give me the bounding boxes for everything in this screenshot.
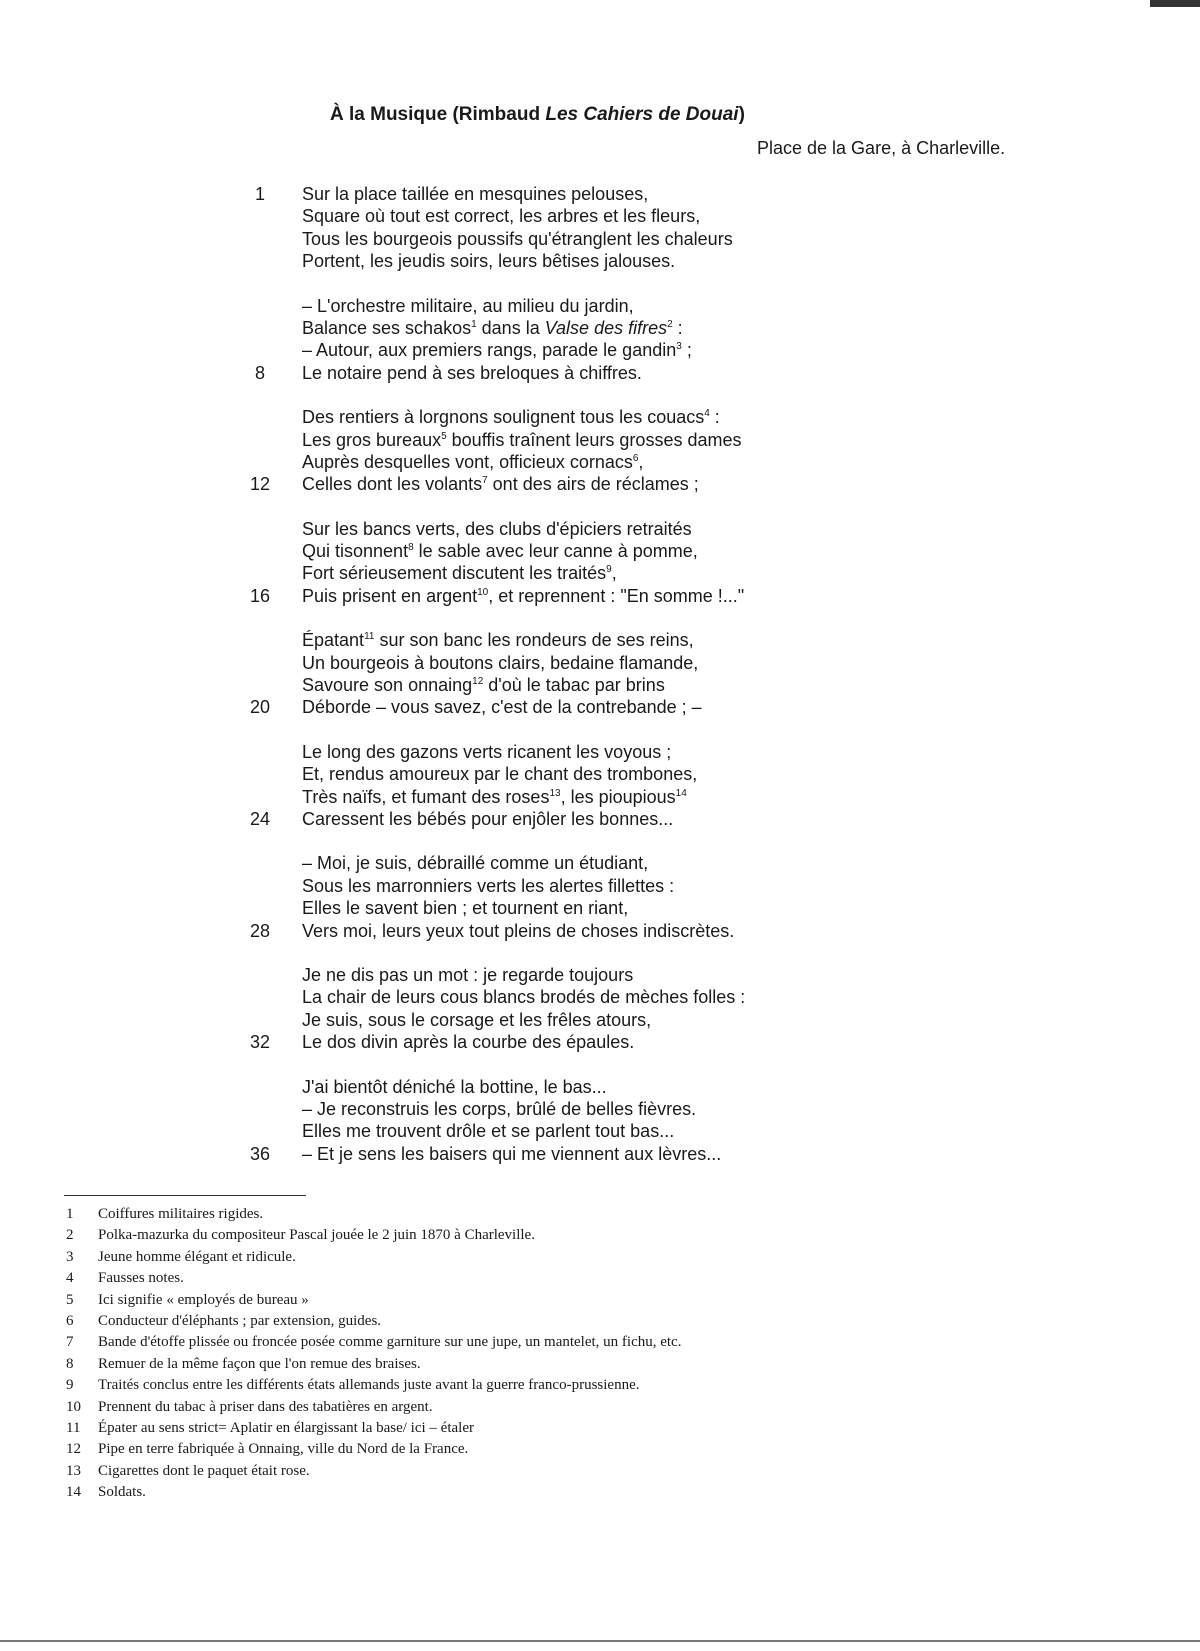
footnote-reference: 7 bbox=[482, 475, 488, 487]
poem-line bbox=[0, 562, 1200, 584]
footnote bbox=[0, 1225, 1200, 1246]
stanza bbox=[0, 964, 1200, 1054]
poem-line bbox=[0, 629, 1200, 651]
poem-line bbox=[0, 406, 1200, 428]
footnote-number: 6 bbox=[66, 1312, 74, 1329]
poem-line bbox=[0, 1120, 1200, 1142]
footnote-reference: 14 bbox=[675, 787, 687, 799]
line-number: 1 bbox=[254, 184, 265, 204]
text-segment: Déborde – vous savez, c'est de la contrebande ; – bbox=[302, 697, 702, 718]
footnote-number: 9 bbox=[66, 1377, 74, 1394]
footnote-number: 3 bbox=[66, 1248, 74, 1265]
stanza bbox=[0, 406, 1200, 496]
title-prefix: À la Musique (Rimbaud bbox=[330, 104, 546, 125]
footnote-number: 7 bbox=[66, 1334, 74, 1351]
line-text bbox=[302, 250, 675, 272]
line-text bbox=[302, 339, 692, 361]
poem-line bbox=[0, 339, 1200, 361]
text-segment: , bbox=[638, 451, 644, 472]
footnote-text: Traités conclus entre les différents états allemands juste avant la guerre franco-prussienne. bbox=[98, 1377, 640, 1394]
poem-line bbox=[0, 1009, 1200, 1031]
poem-line bbox=[0, 205, 1200, 227]
line-text bbox=[302, 317, 683, 339]
stanza bbox=[0, 629, 1200, 719]
text-segment: le sable avec leur canne à pomme, bbox=[413, 541, 698, 562]
footnote-text: Bande d'étoffe plissée ou froncée posée comme garniture sur une jupe, un mantelet, un fichu, etc. bbox=[98, 1334, 682, 1351]
text-segment: J'ai bientôt déniché la bottine, le bas... bbox=[302, 1076, 607, 1097]
line-text bbox=[302, 406, 720, 428]
text-segment: Elles le savent bien ; et tournent en riant, bbox=[302, 898, 629, 919]
text-segment: ont des airs de réclames ; bbox=[487, 474, 699, 495]
text-segment: d'où le tabac par brins bbox=[483, 675, 665, 696]
line-text bbox=[302, 875, 674, 897]
stanza bbox=[0, 852, 1200, 942]
text-segment: Tous les bourgeois poussifs qu'étranglent les chaleurs bbox=[302, 228, 733, 249]
stanza bbox=[0, 295, 1200, 385]
line-text bbox=[302, 295, 634, 317]
footnote-text: Fausses notes. bbox=[98, 1270, 184, 1287]
poem-line bbox=[0, 808, 1200, 830]
text-segment: Puis prisent en argent bbox=[302, 585, 478, 606]
footnote-text: Ici signifie « employés de bureau » bbox=[98, 1291, 309, 1308]
footnote bbox=[0, 1354, 1200, 1375]
text-segment: – Moi, je suis, débraillé comme un étudiant, bbox=[302, 853, 649, 874]
stanza bbox=[0, 1076, 1200, 1166]
footnote-text: Prennent du tabac à priser dans des tabatières en argent. bbox=[98, 1398, 433, 1415]
footnote bbox=[0, 1461, 1200, 1482]
poem-line bbox=[0, 1143, 1200, 1165]
text-segment: Vers moi, leurs yeux tout pleins de choses indiscrètes. bbox=[302, 920, 735, 941]
text-segment: , les pioupious bbox=[560, 786, 676, 807]
line-number: 32 bbox=[249, 1032, 271, 1053]
line-text bbox=[302, 540, 698, 562]
text-segment: Portent, les jeudis soirs, leurs bêtises jalouses. bbox=[302, 251, 676, 272]
stanza bbox=[0, 741, 1200, 831]
poem-line bbox=[0, 920, 1200, 942]
footnote bbox=[0, 1375, 1200, 1396]
poem-line bbox=[0, 674, 1200, 696]
poem-line bbox=[0, 652, 1200, 674]
line-text bbox=[302, 674, 665, 696]
poem-line bbox=[0, 986, 1200, 1008]
text-segment: – Et je sens les baisers qui me viennent aux lèvres... bbox=[302, 1143, 722, 1164]
text-segment: Le notaire pend à ses breloques à chiffres. bbox=[302, 362, 642, 383]
text-segment: Celles dont les volants bbox=[302, 474, 483, 495]
poem-line bbox=[0, 317, 1200, 339]
line-text bbox=[302, 1009, 651, 1031]
footnote-reference: 4 bbox=[704, 408, 710, 420]
footnote-text: Cigarettes dont le paquet était rose. bbox=[98, 1462, 310, 1479]
line-number: 20 bbox=[249, 697, 271, 718]
text-segment: , et reprennent : "En somme !..." bbox=[488, 585, 745, 606]
line-text bbox=[302, 897, 628, 919]
text-segment: Et, rendus amoureux par le chant des trombones, bbox=[302, 764, 698, 785]
poem-line bbox=[0, 1098, 1200, 1120]
poem-line bbox=[0, 429, 1200, 451]
italic-title: Valse des fifres bbox=[544, 317, 668, 338]
line-text bbox=[302, 429, 741, 451]
footnote-number: 5 bbox=[66, 1291, 74, 1308]
text-segment: Les gros bureaux bbox=[302, 429, 442, 450]
text-segment: Épatant bbox=[302, 630, 365, 651]
footnotes-list bbox=[0, 1204, 1200, 1503]
text-segment: Sur les bancs verts, des clubs d'épiciers retraités bbox=[302, 518, 692, 539]
footnote-number: 4 bbox=[66, 1270, 74, 1287]
footnote-reference: 13 bbox=[549, 787, 561, 799]
text-segment: bouffis traînent leurs grosses dames bbox=[446, 429, 742, 450]
text-segment: Sur la place taillée en mesquines pelouses, bbox=[302, 184, 649, 204]
footnote-reference: 10 bbox=[477, 586, 489, 598]
poem-line bbox=[0, 875, 1200, 897]
line-text bbox=[302, 629, 694, 651]
footnote-text: Soldats. bbox=[98, 1484, 146, 1501]
footnote-number: 8 bbox=[66, 1355, 74, 1372]
line-text bbox=[302, 362, 642, 384]
footnote bbox=[0, 1311, 1200, 1332]
line-number: 24 bbox=[249, 808, 271, 829]
footnote-text: Coiffures militaires rigides. bbox=[98, 1206, 264, 1222]
line-text bbox=[302, 473, 699, 495]
line-text bbox=[302, 183, 648, 205]
poem-line bbox=[0, 696, 1200, 718]
poem-line bbox=[0, 852, 1200, 874]
poem-line bbox=[0, 964, 1200, 986]
line-text bbox=[302, 585, 744, 607]
line-text bbox=[302, 518, 692, 540]
line-text bbox=[302, 652, 698, 674]
text-segment: Savoure son onnaing bbox=[302, 675, 473, 696]
stanza bbox=[0, 518, 1200, 608]
poem-line bbox=[0, 451, 1200, 473]
text-segment: Caressent les bébés pour enjôler les bonnes... bbox=[302, 808, 674, 829]
scan-bottom-edge bbox=[0, 1640, 1200, 1642]
text-segment: ; bbox=[681, 340, 692, 361]
line-text bbox=[302, 808, 673, 830]
line-text bbox=[302, 741, 671, 763]
footnote bbox=[0, 1290, 1200, 1311]
text-segment: , bbox=[611, 563, 617, 584]
line-text bbox=[302, 786, 687, 808]
text-segment: Je ne dis pas un mot : je regarde toujours bbox=[302, 964, 634, 985]
poem-title bbox=[330, 104, 745, 126]
footnote-number: 13 bbox=[66, 1462, 81, 1479]
poem-line bbox=[0, 763, 1200, 785]
footnote-reference: 3 bbox=[676, 341, 682, 353]
footnote-text: Conducteur d'éléphants ; par extension, guides. bbox=[98, 1312, 382, 1329]
line-text bbox=[302, 920, 734, 942]
text-segment: – Je reconstruis les corps, brûlé de belles fièvres. bbox=[302, 1098, 697, 1119]
footnote-number: 2 bbox=[66, 1227, 74, 1244]
footnote bbox=[0, 1418, 1200, 1439]
line-number: 8 bbox=[254, 362, 265, 383]
poem-line bbox=[0, 250, 1200, 272]
poem-line bbox=[0, 518, 1200, 540]
poem-line bbox=[0, 228, 1200, 250]
poem-line bbox=[0, 540, 1200, 562]
footnote-reference: 1 bbox=[471, 318, 477, 330]
stanza bbox=[0, 183, 1200, 273]
footnote-text: Épater au sens strict= Aplatir en élargissant la base/ ici – étaler bbox=[98, 1419, 474, 1436]
poem-line bbox=[0, 786, 1200, 808]
footnote bbox=[0, 1397, 1200, 1418]
poem-line bbox=[0, 183, 1200, 205]
footnote-text: Remuer de la même façon que l'on remue des braises. bbox=[98, 1355, 421, 1372]
line-text bbox=[302, 852, 648, 874]
text-segment: – Autour, aux premiers rangs, parade le gandin bbox=[302, 340, 677, 361]
text-segment: La chair de leurs cous blancs brodés de mèches folles : bbox=[302, 987, 746, 1008]
footnote-number: 14 bbox=[66, 1484, 81, 1501]
line-text bbox=[302, 1143, 721, 1165]
text-segment: Le long des gazons verts ricanent les voyous ; bbox=[302, 741, 672, 762]
footnote-reference: 11 bbox=[364, 631, 375, 643]
poem-line bbox=[0, 741, 1200, 763]
text-segment: Qui tisonnent bbox=[302, 541, 409, 562]
footnote-text: Polka-mazurka du compositeur Pascal jouée le 2 juin 1870 à Charleville. bbox=[98, 1227, 535, 1244]
footnote-reference: 2 bbox=[667, 318, 673, 330]
text-segment: Des rentiers à lorgnons soulignent tous les couacs bbox=[302, 407, 705, 428]
text-segment: Je suis, sous le corsage et les frêles atours, bbox=[302, 1009, 652, 1030]
line-text bbox=[302, 964, 633, 986]
text-segment: : bbox=[709, 407, 720, 428]
poem-line bbox=[0, 897, 1200, 919]
line-text bbox=[302, 562, 617, 584]
poem-line bbox=[0, 295, 1200, 317]
poem-line bbox=[0, 1031, 1200, 1053]
footnote-number: 10 bbox=[66, 1398, 81, 1415]
footnote-number: 12 bbox=[66, 1441, 81, 1458]
title-suffix: ) bbox=[738, 104, 745, 125]
footnote-number: 1 bbox=[66, 1206, 74, 1222]
text-segment: Le dos divin après la courbe des épaules. bbox=[302, 1032, 635, 1053]
footnote-reference: 5 bbox=[441, 430, 447, 442]
line-number: 16 bbox=[249, 585, 271, 606]
text-segment: dans la bbox=[476, 317, 545, 338]
line-text bbox=[302, 696, 702, 718]
footnote bbox=[0, 1247, 1200, 1268]
line-text bbox=[302, 205, 700, 227]
line-text bbox=[302, 1076, 607, 1098]
line-text bbox=[302, 1120, 674, 1142]
footnote bbox=[0, 1439, 1200, 1460]
line-number: 12 bbox=[249, 474, 271, 495]
text-segment: Square où tout est correct, les arbres et les fleurs, bbox=[302, 206, 701, 227]
line-text bbox=[302, 228, 733, 250]
poem-line bbox=[0, 585, 1200, 607]
footnote bbox=[0, 1268, 1200, 1289]
text-segment: – L'orchestre militaire, au milieu du jardin, bbox=[302, 295, 634, 316]
footnote-number: 11 bbox=[66, 1419, 81, 1436]
poem-body bbox=[0, 183, 1200, 1187]
text-segment: Fort sérieusement discutent les traités bbox=[302, 563, 607, 584]
line-text bbox=[302, 1098, 696, 1120]
footnote-text: Pipe en terre fabriquée à Onnaing, ville du Nord de la France. bbox=[98, 1441, 469, 1458]
line-text bbox=[302, 1031, 634, 1053]
footnote bbox=[0, 1482, 1200, 1503]
line-text bbox=[302, 986, 745, 1008]
line-text bbox=[302, 763, 697, 785]
footnote-reference: 8 bbox=[408, 542, 414, 554]
poem-line bbox=[0, 473, 1200, 495]
poem-place-line: Place de la Gare, à Charleville. bbox=[757, 138, 1006, 158]
text-segment: Auprès desquelles vont, officieux cornacs bbox=[302, 451, 633, 472]
line-number: 36 bbox=[249, 1143, 271, 1164]
poem-line bbox=[0, 362, 1200, 384]
text-segment: Elles me trouvent drôle et se parlent tout bas... bbox=[302, 1121, 675, 1142]
text-segment: Un bourgeois à boutons clairs, bedaine flamande, bbox=[302, 652, 699, 673]
footnote-reference: 6 bbox=[632, 452, 639, 464]
scan-corner-mark bbox=[1150, 0, 1200, 7]
text-segment: Très naïfs, et fumant des roses bbox=[302, 786, 550, 807]
text-segment: Sous les marronniers verts les alertes fillettes : bbox=[302, 875, 675, 896]
text-segment: sur son banc les rondeurs de ses reins, bbox=[374, 630, 694, 651]
poem-line bbox=[0, 1076, 1200, 1098]
footnote-reference: 12 bbox=[472, 676, 484, 688]
text-segment: Balance ses schakos bbox=[302, 317, 472, 338]
footnote-separator bbox=[64, 1195, 306, 1196]
footnote bbox=[0, 1332, 1200, 1353]
footnote-text: Jeune homme élégant et ridicule. bbox=[98, 1248, 296, 1265]
footnote bbox=[0, 1204, 1200, 1225]
title-work: Les Cahiers de Douai bbox=[545, 104, 739, 125]
line-number: 28 bbox=[249, 920, 271, 941]
footnote-reference: 9 bbox=[606, 564, 612, 576]
line-text bbox=[302, 451, 643, 473]
text-segment: : bbox=[672, 317, 683, 338]
